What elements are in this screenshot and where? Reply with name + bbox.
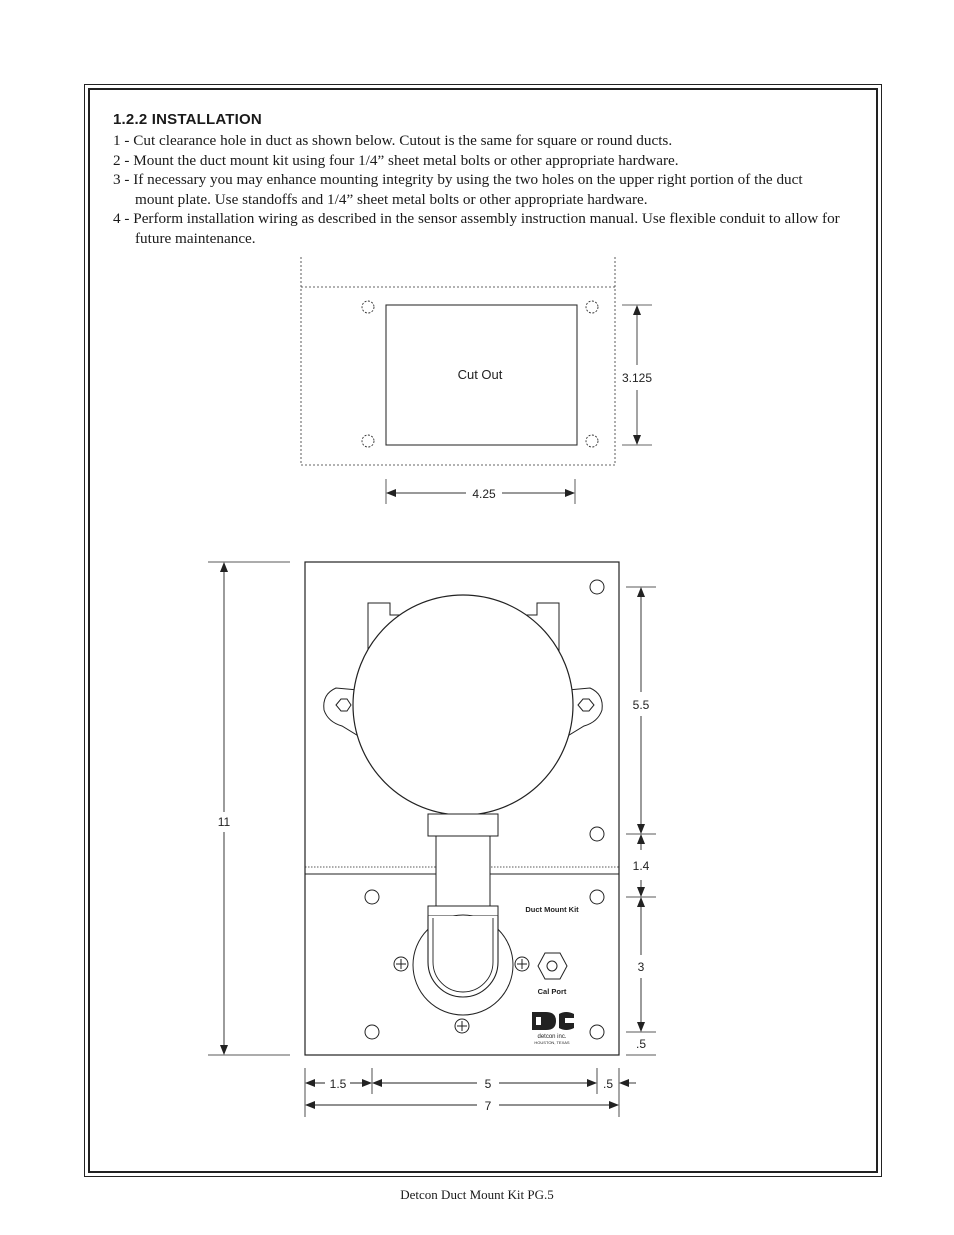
mount-hole [365, 890, 379, 904]
bottom-dim-5: 5 [484, 1077, 492, 1091]
sensor-housing [353, 595, 573, 815]
screw-icon [455, 1019, 469, 1033]
cutout-label: Cut Out [457, 367, 503, 382]
mount-hole [362, 435, 374, 447]
cal-port-nut [538, 953, 567, 979]
mount-hole [590, 1025, 604, 1039]
logo-subtext: HOUSTON, TEXAS [534, 1040, 570, 1045]
kit-diagram [305, 562, 619, 1055]
dimension-overall-height [208, 562, 290, 1055]
mount-hole [590, 890, 604, 904]
mount-hole [586, 301, 598, 313]
bottom-dim-1-5: 1.5 [329, 1077, 347, 1091]
page-footer: Detcon Duct Mount Kit PG.5 [400, 1187, 554, 1202]
cutout-height-dim: 3.125 [621, 371, 653, 385]
right-dim-5-5: 5.5 [632, 698, 650, 712]
overall-height-dim: 11 [217, 815, 231, 829]
bottom-dim-0-5: .5 [602, 1077, 614, 1091]
right-dim-0-5: .5 [635, 1037, 647, 1051]
mount-hole [590, 580, 604, 594]
dimension-right-stack [626, 587, 656, 1055]
mount-hole [362, 301, 374, 313]
step-3: 3 - If necessary you may enhance mounting integrity by using the two holes on the upper right portion of the duct mount plate. Use standoffs and 1/4” sheet metal bolts or other appropriate hardware. [113, 171, 803, 208]
step-4: 4 - Perform installation wiring as described in the sensor assembly instruction manual. Use flexible conduit to allow for future maintenance. [113, 210, 840, 247]
overall-width-dim: 7 [484, 1099, 492, 1113]
screw-icon [394, 957, 408, 971]
mount-hole [590, 827, 604, 841]
mount-hole [586, 435, 598, 447]
dimension-bottom [305, 1068, 636, 1117]
right-dim-3: 3 [637, 960, 645, 974]
plate-label: Duct Mount Kit [525, 905, 579, 914]
mount-hole [365, 1025, 379, 1039]
detcon-logo [532, 1012, 574, 1030]
cal-port-label: Cal Port [537, 987, 567, 996]
section-heading: 1.2.2 INSTALLATION [113, 111, 262, 128]
screw-icon [515, 957, 529, 971]
right-dim-1-4: 1.4 [632, 859, 650, 873]
logo-text: detcon inc. [537, 1034, 567, 1040]
step-1: 1 - Cut clearance hole in duct as shown below. Cutout is the same for square or round ducts. [113, 132, 673, 149]
step-2: 2 - Mount the duct mount kit using four 1/4” sheet metal bolts or other appropriate hardware. [113, 151, 679, 169]
cutout-width-dim: 4.25 [472, 487, 496, 501]
